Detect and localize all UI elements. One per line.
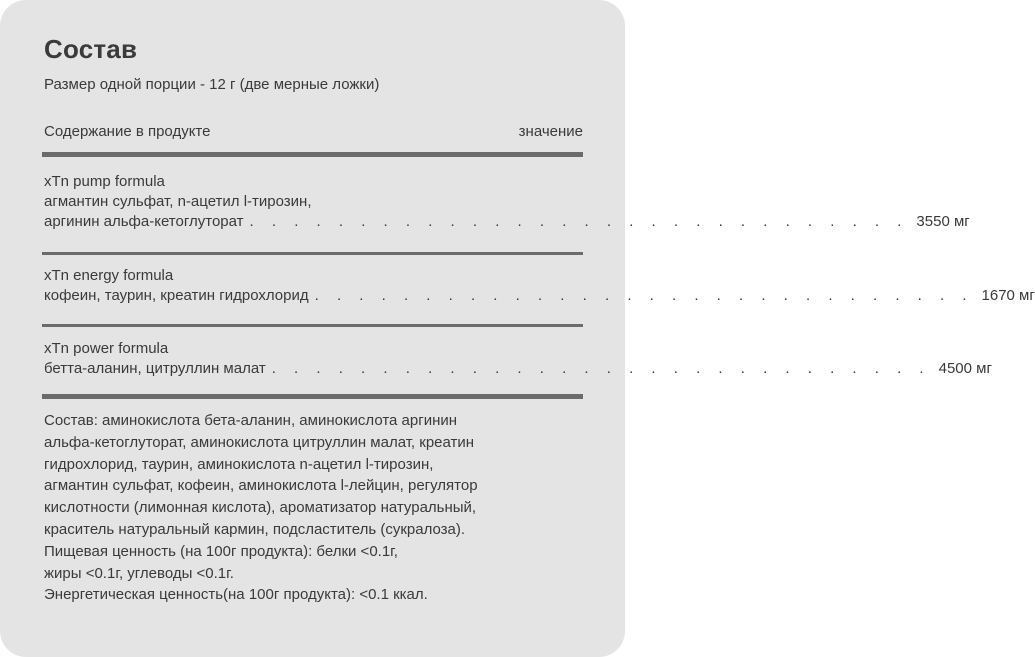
- page-title: Состав: [44, 34, 138, 64]
- dot-leader: . . . . . . . . . . . . . . . . . . . . . . . . . . . . . .: [314, 287, 974, 304]
- formula-value-line: [44, 286, 1035, 306]
- composition-line: альфа-кетоглуторат, аминокислота цитруллин малат, креатин: [44, 433, 475, 451]
- row-divider: [42, 252, 583, 255]
- table-header-value: значение: [518, 123, 583, 140]
- composition-line: агмантин сульфат, кофеин, аминокислота l-лейцин, регулятор: [44, 477, 478, 495]
- formula-row: [44, 266, 1035, 306]
- header-divider: [42, 152, 583, 157]
- formula-ingredients-last: кофеин, таурин, креатин гидрохлорид: [44, 287, 309, 304]
- formula-value: 1670 мг: [981, 287, 1035, 304]
- formula-value: 3550 мг: [916, 213, 970, 230]
- composition-line: Состав: аминокислота бета-аланин, аминокислота аргинин: [44, 412, 458, 429]
- serving-size: Размер одной порции - 12 г (две мерные ложки): [44, 76, 380, 93]
- table-header-content: Содержание в продукте: [44, 123, 211, 140]
- row-divider: [42, 324, 583, 327]
- formula-ingredients: агмантин сульфат, n-ацетил l-тирозин,: [44, 193, 312, 210]
- formula-value-line: [44, 212, 970, 232]
- formula-value-line: [44, 359, 992, 379]
- formula-name: xTn power formula: [44, 340, 169, 357]
- composition-text: [44, 410, 589, 606]
- table-header: [44, 123, 583, 140]
- formula-ingredients-last: аргинин альфа-кетоглуторат: [44, 213, 244, 230]
- formula-row: [44, 339, 992, 379]
- formula-row: [44, 172, 970, 232]
- nutrition-line: жиры <0.1г, углеводы <0.1г.: [44, 564, 234, 582]
- composition-line: кислотности (лимонная кислота), ароматизатор натуральный,: [44, 499, 477, 517]
- nutrition-line: Пищевая ценность (на 100г продукта): белки <0.1г,: [44, 542, 398, 560]
- dot-leader: . . . . . . . . . . . . . . . . . . . . . . . . . . . . . .: [249, 213, 909, 230]
- formula-name: xTn pump formula: [44, 173, 165, 190]
- formula-value: 4500 мг: [938, 360, 992, 377]
- formula-ingredients-last: бетта-аланин, цитруллин малат: [44, 360, 266, 377]
- composition-line: гидрохлорид, таурин, аминокислота n-ацетил l-тирозин,: [44, 455, 434, 473]
- composition-divider: [42, 394, 583, 399]
- composition-line: краситель натуральный кармин, подсластитель (сукралоза).: [44, 520, 466, 538]
- formula-name: xTn energy formula: [44, 267, 174, 284]
- energy-line: Энергетическая ценность(на 100г продукта): <0.1 ккал.: [44, 586, 428, 604]
- dot-leader: . . . . . . . . . . . . . . . . . . . . . . . . . . . . . .: [271, 360, 931, 377]
